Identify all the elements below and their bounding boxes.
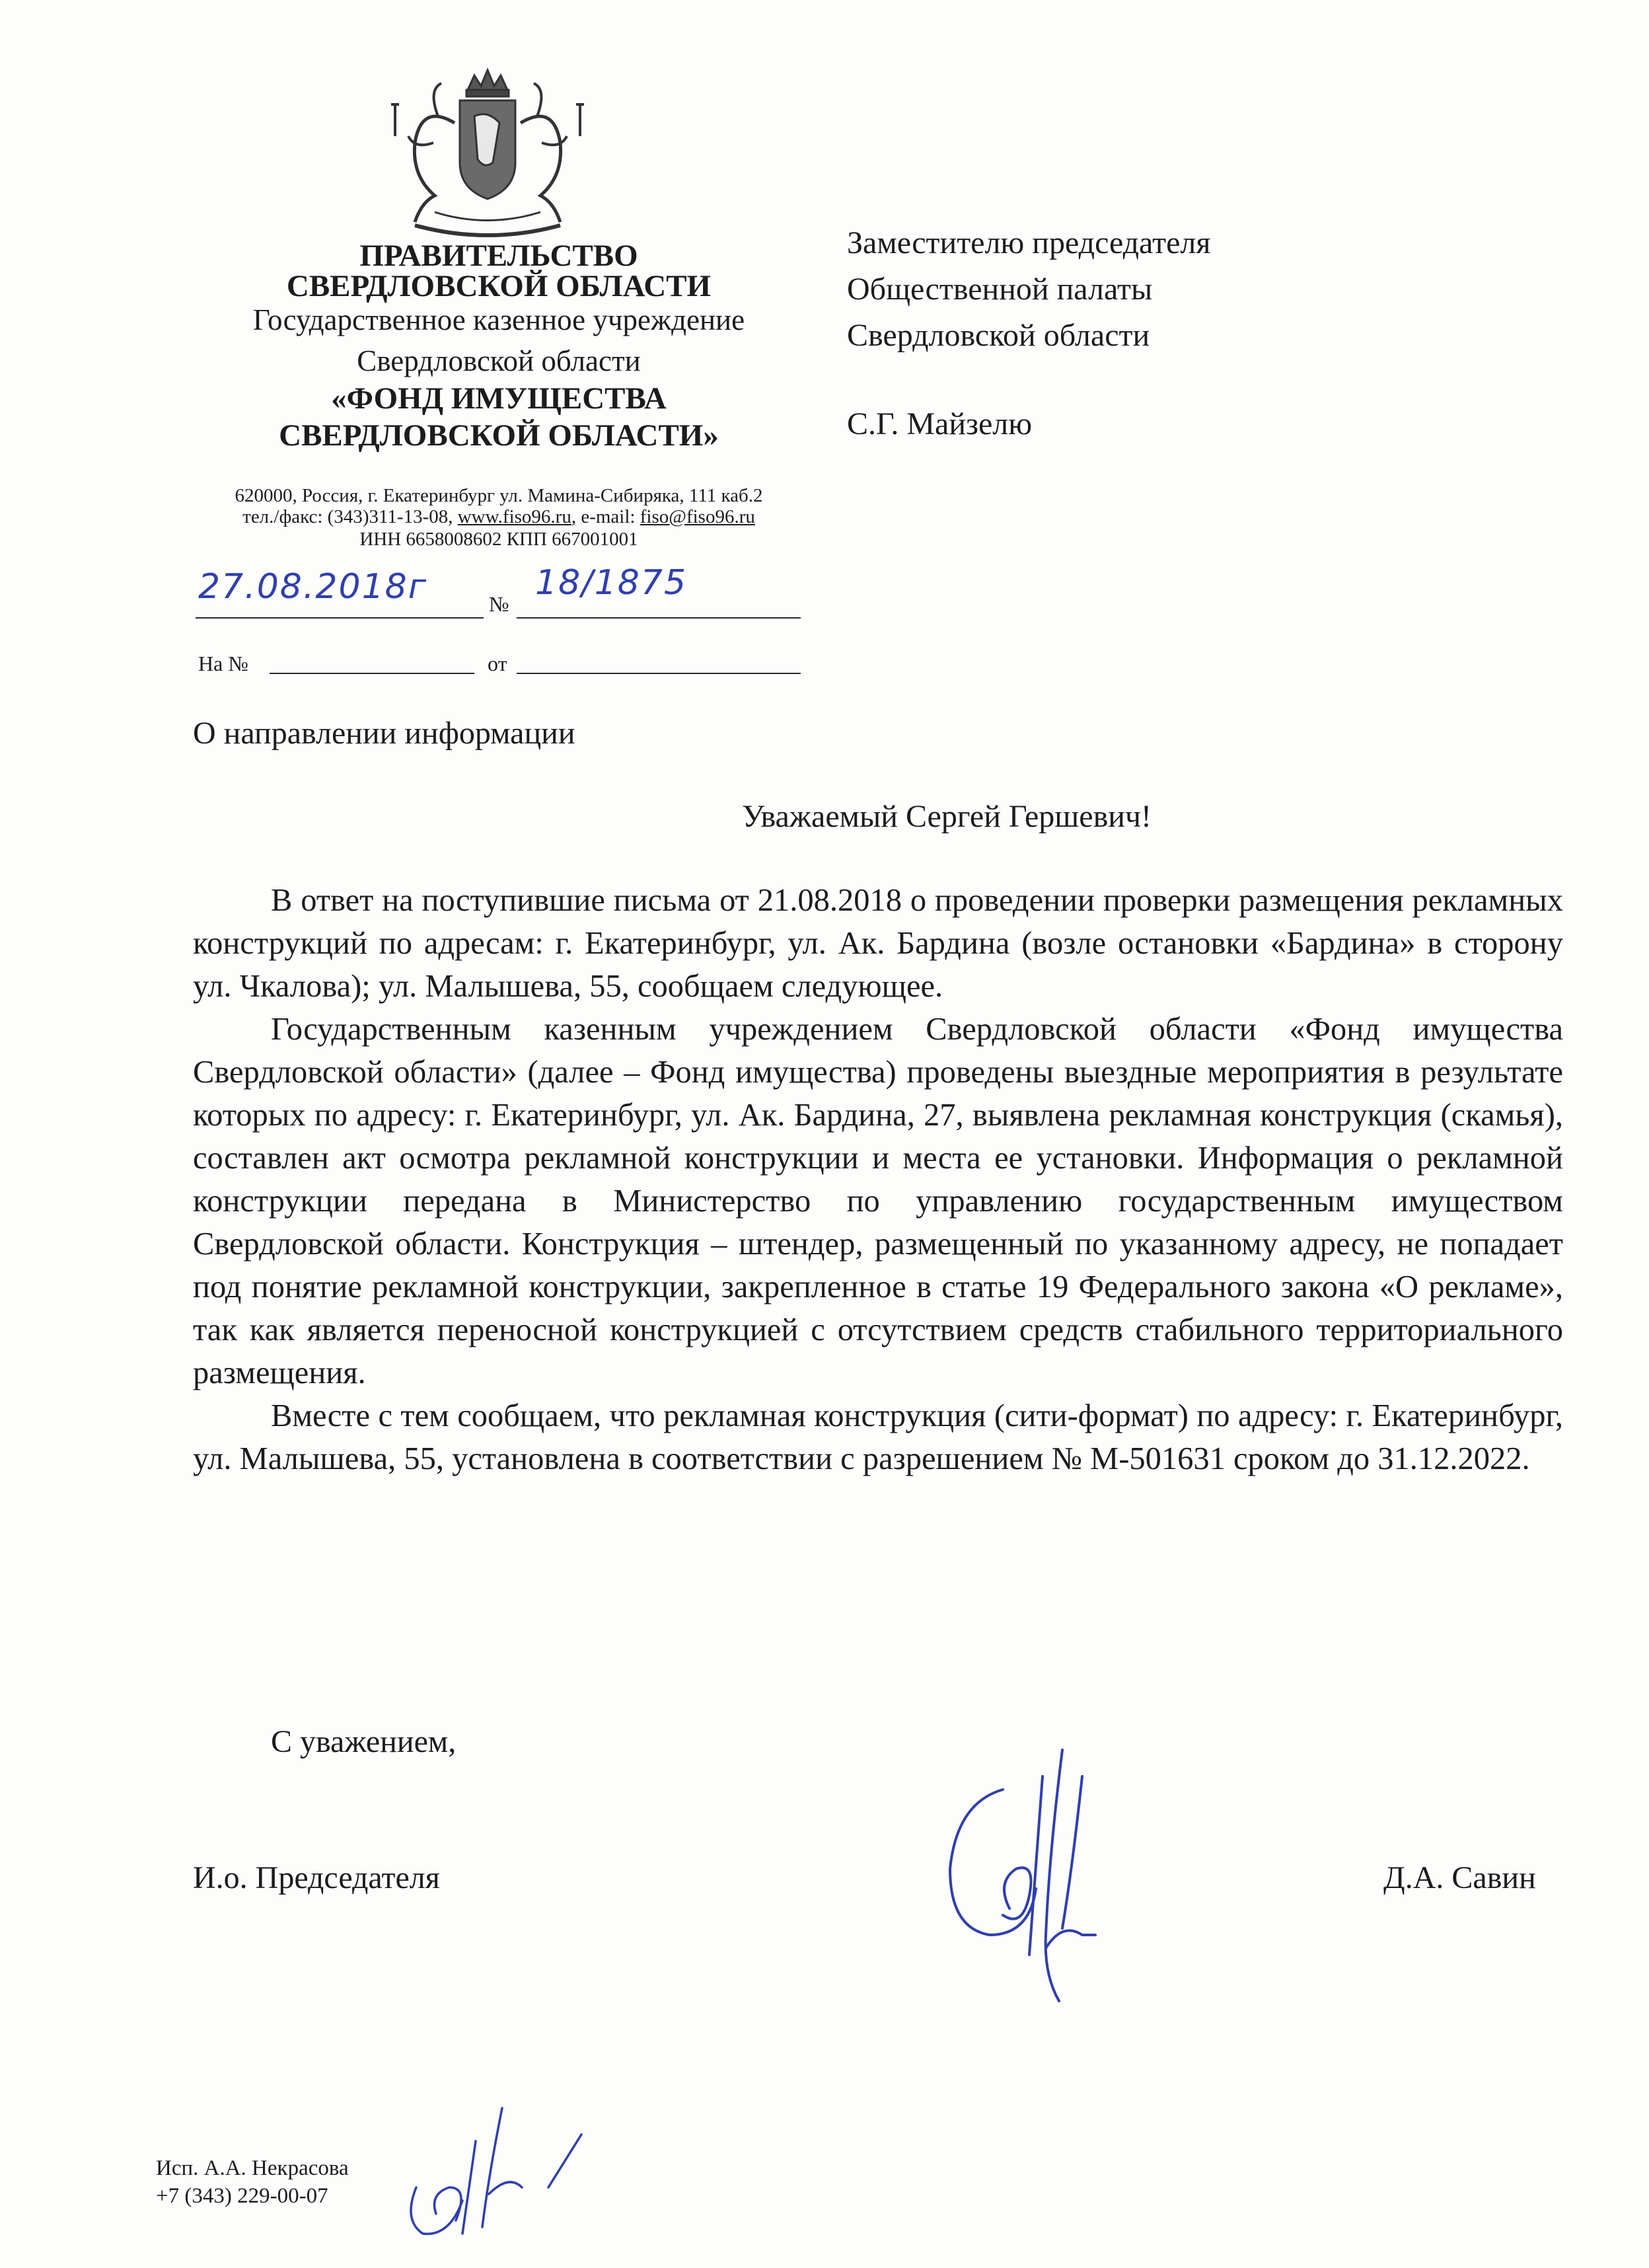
- fund-name-line2: СВЕРДЛОВСКОЙ ОБЛАСТИ»: [279, 418, 719, 453]
- from-field-line: [517, 673, 801, 674]
- executor-name: Исп. А.А. Некрасова: [156, 2156, 349, 2180]
- org-type-line2: Свердловской области: [357, 344, 641, 377]
- body-paragraph-2: Государственным казенным учреждением Свердловской области «Фонд имущества Свердловской области» (далее – Фонд имущества) проведены выездные мероприятия в результате которых по адресу: г. Екатеринбург, ул. Ак. Бардина, 27, выявлена рекламная конструкция (скамья), составлен акт осмотра рекламной конструкции и места ее установки. Информация о рекламной конструкции передана в Министерство по управлению государственным имуществом Свердловской области. Конструкция – штендер, размещенный по указанному адресу, не попадает под понятие рекламной конструкции, закрепленное в статье 19 Федерального закона «О рекламе», так как является переносной конструкцией с отсутствием средств стабильного территориального размещения.: [193, 1012, 1563, 1390]
- executor-info: [156, 2154, 349, 2210]
- closing-text: С уважением,: [271, 1724, 457, 1759]
- letter-greeting: Уважаемый Сергей Гершевич!: [741, 799, 1152, 834]
- date-field-line: [196, 617, 484, 619]
- fund-name-line1: «ФОНД ИМУЩЕСТВА: [331, 381, 667, 416]
- executor-phone: +7 (343) 229-00-07: [156, 2184, 328, 2208]
- body-paragraph-1: В ответ на поступившие письма от 21.08.2018 о проведении проверки размещения рекламных конструкций по адресам: г. Екатеринбург, ул. Ак. Бардина (возле остановки «Бардина» в сторону ул. Чкалова); ул. Малышева, 55, сообщаем следующее.: [193, 883, 1563, 1004]
- phone-text: тел./факс: (343)311-13-08,: [242, 506, 458, 527]
- ref-field-line: [270, 673, 474, 674]
- recipient-line2: Общественной палаты: [847, 272, 1153, 307]
- date-handwritten: 27.08.2018г: [198, 567, 428, 607]
- org-type-line1: Государственное казенное учреждение: [252, 303, 745, 336]
- org-name-line1: ПРАВИТЕЛЬСТВО: [359, 239, 638, 273]
- coat-of-arms-icon: [375, 63, 600, 242]
- number-handwritten: 18/1875: [535, 563, 688, 603]
- number-field-line: [517, 617, 801, 619]
- org-name-line2: СВЕРДЛОВСКОЙ ОБЛАСТИ: [286, 269, 712, 303]
- handwritten-signature: [930, 1737, 1128, 2008]
- letter-body: [193, 879, 1563, 1480]
- recipient-line3: Свердловской области: [847, 318, 1150, 353]
- ref-label: На №: [198, 652, 248, 675]
- body-paragraph-3: Вместе с тем сообщаем, что рекламная конструкция (сити-формат) по адресу: г. Екатеринбург, ул. Малышева, 55, установлена в соответствии с разрешением № М-501631 сроком до 31.12.2022.: [193, 1398, 1563, 1476]
- email-link[interactable]: fiso@fiso96.ru: [640, 506, 755, 527]
- signatory-name: Д.А. Савин: [1383, 1860, 1536, 1895]
- org-contacts: [177, 508, 821, 527]
- email-prefix: , e-mail:: [571, 506, 640, 527]
- from-label: от: [488, 652, 507, 675]
- recipient-line1: Заместителю председателя: [847, 225, 1211, 260]
- org-address: 620000, Россия, г. Екатеринбург ул. Мамина-Сибиряка, 111 каб.2: [235, 485, 763, 506]
- executor-signature: [390, 2095, 601, 2247]
- signatory-title: И.о. Председателя: [193, 1860, 440, 1895]
- letter-subject: О направлении информации: [193, 716, 575, 751]
- number-label: №: [489, 592, 509, 616]
- org-inn: ИНН 6658008602 КПП 667001001: [359, 529, 638, 550]
- website-link[interactable]: www.fiso96.ru: [457, 506, 571, 527]
- recipient-name: С.Г. Майзелю: [847, 406, 1033, 441]
